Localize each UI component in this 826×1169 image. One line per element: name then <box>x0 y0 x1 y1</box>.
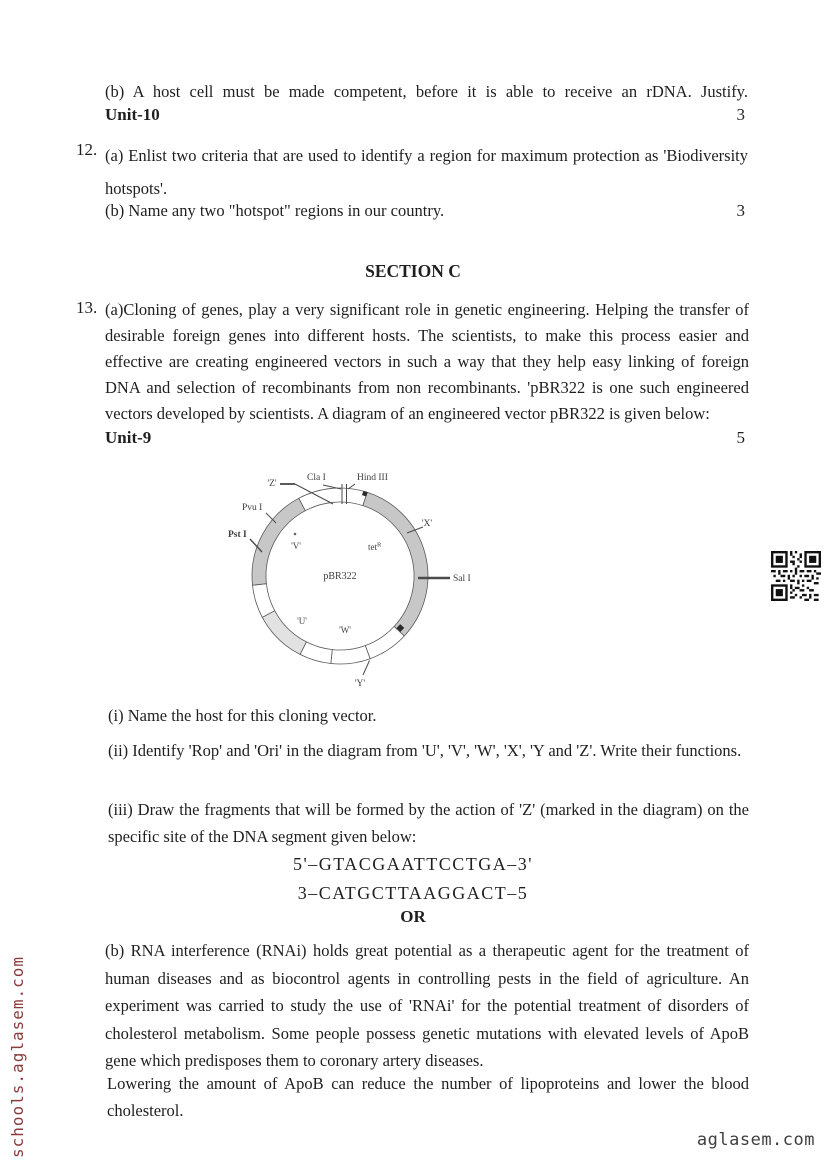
question-12-number: 12. <box>76 140 98 159</box>
question-13-number: 13. <box>76 298 98 317</box>
question-13b-text2: Lowering the amount of ApoB can reduce the number of lipoproteins and lower the blood cholesterol. <box>107 1074 749 1120</box>
label-tet <box>368 542 382 553</box>
label-pvu-i: Pvu I <box>242 503 263 513</box>
unit9-row <box>105 428 745 448</box>
question-13a-text: (a)Cloning of genes, play a very significant role in genetic engineering. Helping the transfer of desirable foreign genes into different hosts. The scientists, to make this process easier and effective are creating engineered vectors in such a way that they help easy linking of foreign DNA and selection of recombinants from non recombinants. 'pBR322 is one such engineered vectors developed by scientists. A diagram of an engineered vector pBR322 is given below: <box>105 300 749 423</box>
label-w: 'W' <box>339 625 351 635</box>
amp-region-dot <box>294 533 297 536</box>
unit10-row <box>105 105 745 125</box>
label-cla-i: Cla I <box>307 473 326 483</box>
question-13-sub-ii: (ii) Identify 'Rop' and 'Ori' in the diagram from 'U', 'V', 'W', 'X', 'Y and 'Z'. Write their functions. <box>108 741 742 760</box>
pbr322-plasmid-diagram <box>222 468 477 696</box>
label-u: 'U' <box>297 616 307 626</box>
plasmid-segment-left <box>253 584 275 618</box>
question-12b-row <box>105 198 745 224</box>
dna-sequence-bottom-strand: 3–CATGCTTAAGGACT–5 <box>297 883 529 903</box>
unit9-label: Unit-9 <box>105 428 152 447</box>
question-11b-text: (b) A host cell must be made competent, before it is able to receive an rDNA. Justify. <box>105 82 748 101</box>
side-watermark: schools.aglasem.com <box>8 955 27 1158</box>
label-sal-i: Sal I <box>453 574 471 584</box>
question-13-sub-i: (i) Name the host for this cloning vector. <box>108 706 377 725</box>
label-hind-iii: Hind III <box>357 473 388 483</box>
question-12a-text: (a) Enlist two criteria that are used to identify a region for maximum protection as 'Biodiversity hotspots'. <box>105 146 748 198</box>
plasmid-segment-tet <box>363 492 428 636</box>
label-pst-i: Pst I <box>228 530 247 540</box>
question-13-sub-iii: (iii) Draw the fragments that will be formed by the action of 'Z' (marked in the diagram) on the specific site of the DNA segment given below: <box>108 800 749 846</box>
label-z: 'Z' <box>267 479 277 489</box>
question-12b-text: (b) Name any two "hotspot" regions in our country. <box>105 201 445 220</box>
qr-code <box>771 551 821 601</box>
label-x: 'X' <box>421 519 433 529</box>
section-c-heading: SECTION C <box>365 261 461 281</box>
dna-sequence-top-strand: 5'–GTACGAATTCCTGA–3' <box>292 854 534 874</box>
plasmid-segment-bottom-right <box>365 627 404 659</box>
question-11b-marks: 3 <box>736 105 745 124</box>
hind-connector-line <box>348 484 355 489</box>
label-v: 'V' <box>291 541 301 551</box>
label-pbr322: pBR322 <box>323 571 357 582</box>
footer-watermark: aglasem.com <box>696 1130 815 1150</box>
plasmid-segment-bottom <box>331 646 370 664</box>
question-13-marks: 5 <box>736 428 745 447</box>
label-tet-base: tet <box>368 542 377 552</box>
question-12b-marks: 3 <box>736 201 745 220</box>
or-divider: OR <box>400 907 426 926</box>
y-pointer-line <box>363 661 370 676</box>
label-tet-sup: R <box>377 541 382 549</box>
label-y: 'Y' <box>354 679 366 689</box>
question-13b-text: (b) RNA interference (RNAi) holds great potential as a therapeutic agent for the treatment of human diseases and as biocontrol agents in controlling pests in the field of agriculture. An experiment was carried to study the use of 'RNAi' for the potential treatment of disorders of cholesterol metabolism. Some people possess genetic mutations with elevated levels of ApoB gene which predisposes them to coronary artery diseases. <box>105 941 749 1070</box>
unit10-label: Unit-10 <box>105 105 160 124</box>
